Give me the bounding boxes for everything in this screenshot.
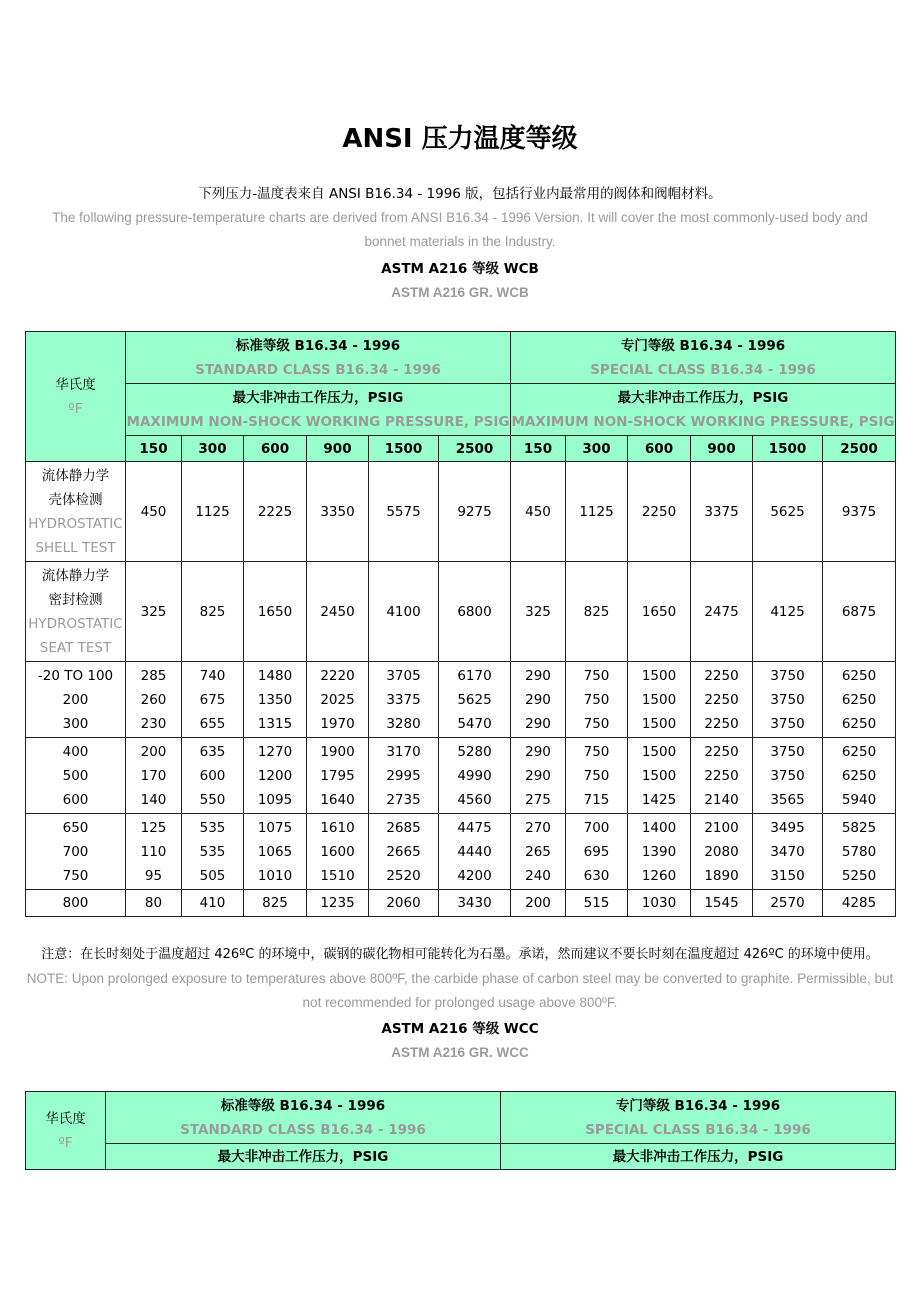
note-cn: 注意：在长时刻处于温度超过 426ºC 的环境中，碳钢的碳化物相可能转化为石墨。承诺，然而建议不要长时刻在温度超过 426ºC 的环境中使用。 (41, 947, 879, 962)
temperature-value: 200 (62, 691, 89, 708)
class-header: 2500 (823, 436, 896, 462)
pressure-value: 750 (583, 691, 610, 708)
standard-class-header (106, 1092, 501, 1144)
table-cell (566, 814, 628, 890)
table-cell (182, 890, 244, 917)
pressure-value: 170 (140, 767, 167, 784)
pressure-value: 2250 (704, 715, 739, 732)
table-cell: 3375 (691, 462, 753, 562)
pressure-value: 750 (583, 767, 610, 784)
pressure-value: 1400 (641, 819, 677, 836)
row-label-cn: 流体静力学 (41, 467, 110, 484)
pressure-value: 1900 (320, 743, 355, 760)
special-class-header (501, 1092, 896, 1144)
temp-header (26, 1092, 106, 1170)
pressure-value: 1890 (704, 867, 739, 884)
pressure-value: 1640 (320, 791, 355, 808)
table-cell (628, 738, 691, 814)
pressure-value: 1235 (320, 895, 355, 911)
table-cell (439, 814, 511, 890)
temperature-cell (26, 890, 126, 917)
pressure-value: 410 (199, 895, 226, 911)
table-cell: 825 (566, 562, 628, 662)
pressure-value: 3430 (457, 895, 492, 911)
pressure-value: 2025 (320, 691, 355, 708)
pressure-value: 5825 (841, 819, 877, 836)
pressure-value: 3150 (770, 867, 805, 884)
row-label-en: HYDROSTATIC (28, 515, 123, 532)
table-cell: 2225 (244, 462, 307, 562)
max-pressure-cn: 最大非冲击工作压力，PSIG (232, 389, 404, 406)
table-cell (753, 814, 823, 890)
table-cell: 450 (126, 462, 182, 562)
max-pressure-header-standard: 最大非冲击工作压力，PSIG (106, 1144, 501, 1170)
section2-title-cn: ASTM A216 等级 WCC (381, 1021, 539, 1037)
pressure-value: 2995 (386, 767, 421, 784)
pressure-value: 1795 (320, 767, 355, 784)
pressure-value: 5780 (841, 843, 877, 860)
pressure-value: 1480 (257, 667, 293, 684)
row-label-en: SEAT TEST (39, 639, 112, 656)
pressure-value: 110 (140, 843, 167, 860)
hydro-seat-label (26, 562, 126, 662)
pressure-value: 290 (525, 715, 551, 732)
table-cell (753, 662, 823, 738)
pressure-value: 1010 (257, 867, 293, 884)
pressure-value: 270 (525, 819, 551, 836)
temp-label: 华氏度 (55, 376, 96, 393)
pressure-value: 2685 (386, 819, 421, 836)
table-cell (753, 738, 823, 814)
temperature-value: 300 (62, 715, 89, 732)
table-cell (126, 662, 182, 738)
table-cell (126, 738, 182, 814)
pressure-value: 2570 (770, 895, 805, 911)
pressure-value: 4560 (457, 791, 492, 808)
standard-class-en: STANDARD CLASS B16.34 - 1996 (180, 1121, 426, 1138)
pressure-value: 1425 (641, 791, 677, 808)
section1-title-cn: ASTM A216 等级 WCB (381, 261, 539, 277)
class-header: 1500 (369, 436, 439, 462)
table-cell: 5575 (369, 462, 439, 562)
table-cell (126, 814, 182, 890)
table-cell (244, 738, 307, 814)
pressure-value: 275 (525, 791, 551, 808)
pressure-value: 240 (525, 867, 551, 884)
pressure-value: 3170 (386, 743, 421, 760)
pressure-value: 6250 (841, 743, 877, 760)
table-cell (823, 662, 896, 738)
pressure-value: 1500 (641, 767, 677, 784)
pressure-value: 290 (525, 767, 551, 784)
table-cell: 1650 (244, 562, 307, 662)
temperature-cell (26, 662, 126, 738)
special-class-cn: 专门等级 B16.34 - 1996 (615, 1097, 781, 1114)
pressure-value: 4990 (457, 767, 492, 784)
table-cell (307, 890, 369, 917)
max-pressure-en: MAXIMUM NON-SHOCK WORKING PRESSURE, PSIG (126, 413, 510, 430)
standard-class-header (126, 332, 511, 384)
pressure-value: 825 (262, 895, 288, 911)
pressure-value: 695 (583, 843, 610, 860)
pressure-table-wcc (25, 1091, 896, 1170)
table-cell: 6875 (823, 562, 896, 662)
intro-cn: 下列压力-温度表来自 ANSI B16.34 - 1996 版，包括行业内最常用的阀体和阀帽材料。 (198, 186, 722, 202)
pressure-value: 1510 (320, 867, 355, 884)
section1-title-en: ASTM A216 GR. WCB (391, 285, 529, 300)
pressure-value: 750 (583, 715, 610, 732)
pressure-value: 1315 (257, 715, 293, 732)
class-header: 900 (307, 436, 369, 462)
pressure-value: 2520 (386, 867, 421, 884)
pressure-value: 715 (583, 791, 610, 808)
pressure-value: 95 (144, 867, 163, 884)
table-cell: 4125 (753, 562, 823, 662)
table-cell: 1125 (566, 462, 628, 562)
table-cell (566, 662, 628, 738)
pressure-value: 700 (583, 819, 610, 836)
table-cell: 325 (126, 562, 182, 662)
pressure-value: 230 (140, 715, 167, 732)
pressure-value: 4440 (457, 843, 492, 860)
table-cell: 450 (511, 462, 566, 562)
pressure-value: 5470 (457, 715, 492, 732)
pressure-value: 290 (525, 743, 551, 760)
pressure-value: 2140 (704, 791, 739, 808)
table-cell (511, 738, 566, 814)
pressure-value: 80 (144, 895, 163, 911)
table-cell: 9375 (823, 462, 896, 562)
pressure-value: 1970 (320, 715, 355, 732)
class-header: 600 (244, 436, 307, 462)
special-class-en: SPECIAL CLASS B16.34 - 1996 (585, 1121, 811, 1138)
table-cell (126, 890, 182, 917)
table-cell (307, 662, 369, 738)
table-cell (823, 738, 896, 814)
table-cell (439, 738, 511, 814)
pressure-value: 285 (140, 667, 167, 684)
table-cell: 5625 (753, 462, 823, 562)
table-cell (628, 814, 691, 890)
pressure-value: 1390 (641, 843, 677, 860)
temperature-value: 800 (62, 895, 89, 911)
table-cell (439, 662, 511, 738)
table-cell (182, 814, 244, 890)
pressure-value: 2100 (704, 819, 739, 836)
pressure-value: 125 (140, 819, 167, 836)
class-row (26, 436, 896, 462)
row-label-cn: 流体静力学 (41, 567, 110, 584)
pressure-value: 5940 (841, 791, 877, 808)
pressure-value: 140 (140, 791, 167, 808)
table-cell (511, 814, 566, 890)
class-header: 600 (628, 436, 691, 462)
pressure-value: 675 (199, 691, 226, 708)
pressure-value: 3565 (770, 791, 805, 808)
pressure-value: 3750 (770, 715, 805, 732)
special-class-en: SPECIAL CLASS B16.34 - 1996 (590, 361, 816, 378)
pressure-value: 1350 (257, 691, 293, 708)
pressure-value: 2220 (320, 667, 355, 684)
pressure-value: 1600 (320, 843, 355, 860)
standard-class-cn: 标准等级 B16.34 - 1996 (220, 1097, 386, 1114)
class-header: 900 (691, 436, 753, 462)
pressure-value: 2250 (704, 743, 739, 760)
table-cell (369, 814, 439, 890)
pressure-value: 1065 (257, 843, 293, 860)
pressure-value: 4200 (457, 867, 492, 884)
pressure-value: 6250 (841, 767, 877, 784)
table-cell (823, 890, 896, 917)
table-cell (628, 662, 691, 738)
pressure-value: 200 (140, 743, 167, 760)
pressure-value: 1500 (641, 743, 677, 760)
table-row (26, 662, 896, 738)
temperature-value: 400 (62, 743, 89, 760)
row-label-cn: 壳体检测 (48, 491, 103, 508)
special-class-header (511, 332, 896, 384)
pressure-value: 290 (525, 667, 551, 684)
temp-unit: ºF (68, 400, 83, 417)
pressure-value: 1260 (641, 867, 677, 884)
pressure-value: 630 (583, 867, 610, 884)
temperature-value: 500 (62, 767, 89, 784)
pressure-value: 2060 (386, 895, 421, 911)
pressure-value: 515 (583, 895, 610, 911)
pressure-value: 1500 (641, 691, 677, 708)
pressure-value: 550 (199, 791, 226, 808)
table-cell (244, 814, 307, 890)
table-cell: 2475 (691, 562, 753, 662)
pressure-value: 3750 (770, 767, 805, 784)
table-cell (244, 662, 307, 738)
table-cell (691, 814, 753, 890)
pressure-value: 290 (525, 691, 551, 708)
table-row (26, 890, 896, 917)
pressure-value: 1610 (320, 819, 355, 836)
pressure-value: 5625 (457, 691, 492, 708)
max-pressure-cn: 最大非冲击工作压力，PSIG (617, 389, 789, 406)
pressure-value: 505 (199, 867, 226, 884)
pressure-value: 2250 (704, 691, 739, 708)
section2-title-en: ASTM A216 GR. WCC (391, 1045, 529, 1060)
pressure-value: 1270 (257, 743, 293, 760)
table-cell (691, 890, 753, 917)
table-cell: 2250 (628, 462, 691, 562)
table-cell (307, 814, 369, 890)
standard-class-en: STANDARD CLASS B16.34 - 1996 (195, 361, 441, 378)
pressure-value: 750 (583, 667, 610, 684)
pressure-value: 655 (199, 715, 226, 732)
table-cell: 1650 (628, 562, 691, 662)
pressure-value: 4285 (841, 895, 877, 911)
pressure-value: 3280 (386, 715, 421, 732)
pressure-value: 6250 (841, 691, 877, 708)
table-cell (691, 738, 753, 814)
pressure-value: 2080 (704, 843, 739, 860)
table-cell: 9275 (439, 462, 511, 562)
table-cell (691, 662, 753, 738)
temperature-value: 750 (62, 867, 89, 884)
pressure-value: 1545 (704, 895, 739, 911)
table-row (26, 738, 896, 814)
pressure-value: 2250 (704, 767, 739, 784)
class-header: 2500 (439, 436, 511, 462)
table-cell (753, 890, 823, 917)
pressure-value: 2735 (386, 791, 421, 808)
pressure-value: 3750 (770, 743, 805, 760)
max-pressure-header-standard (126, 384, 511, 436)
class-header: 1500 (753, 436, 823, 462)
table-row (26, 462, 896, 562)
pressure-value: 535 (199, 819, 226, 836)
table-cell (566, 890, 628, 917)
table-cell (566, 738, 628, 814)
class-header: 150 (511, 436, 566, 462)
pressure-value: 2250 (704, 667, 739, 684)
class-header: 300 (566, 436, 628, 462)
pressure-value: 600 (199, 767, 226, 784)
temp-header (26, 332, 126, 462)
table-cell (244, 890, 307, 917)
pressure-value: 265 (525, 843, 551, 860)
table-cell (182, 738, 244, 814)
table-cell (511, 662, 566, 738)
table-cell (511, 890, 566, 917)
temperature-value: 700 (62, 843, 89, 860)
pressure-value: 3495 (770, 819, 805, 836)
row-label-en: HYDROSTATIC (28, 615, 123, 632)
special-class-cn: 专门等级 B16.34 - 1996 (620, 337, 786, 354)
page-title: ANSI 压力温度等级 (342, 124, 578, 154)
table-cell (182, 662, 244, 738)
pressure-value: 535 (199, 843, 226, 860)
table-cell: 2450 (307, 562, 369, 662)
standard-class-cn: 标准等级 B16.34 - 1996 (235, 337, 401, 354)
pressure-value: 1500 (641, 667, 677, 684)
max-pressure-header-special: 最大非冲击工作压力，PSIG (501, 1144, 896, 1170)
table-cell: 6800 (439, 562, 511, 662)
pressure-value: 4475 (457, 819, 492, 836)
pressure-value: 750 (583, 743, 610, 760)
table-cell (439, 890, 511, 917)
pressure-value: 3750 (770, 667, 805, 684)
table-cell (369, 890, 439, 917)
pressure-value: 260 (140, 691, 167, 708)
pressure-value: 200 (525, 895, 551, 911)
table-cell (307, 738, 369, 814)
pressure-value: 2665 (386, 843, 421, 860)
class-header: 300 (182, 436, 244, 462)
table-cell: 825 (182, 562, 244, 662)
table-cell: 325 (511, 562, 566, 662)
table-cell (628, 890, 691, 917)
pressure-value: 1500 (641, 715, 677, 732)
table-cell (369, 738, 439, 814)
table-cell (823, 814, 896, 890)
note-en: NOTE: Upon prolonged exposure to temperatures above 800ºF, the carbide phase of carbon steel may be converted to graphite. Permissible, but not recommended for prolonged usage above 800ºF. (26, 971, 894, 1010)
pressure-value: 3470 (770, 843, 805, 860)
pressure-value: 740 (199, 667, 226, 684)
temp-label: 华氏度 (45, 1110, 86, 1127)
temp-unit: ºF (58, 1134, 73, 1151)
pressure-value: 6170 (457, 667, 492, 684)
temperature-value: 600 (62, 791, 89, 808)
pressure-value: 3705 (386, 667, 421, 684)
class-header: 150 (126, 436, 182, 462)
max-pressure-en: MAXIMUM NON-SHOCK WORKING PRESSURE, PSIG (511, 413, 895, 430)
pressure-value: 5250 (841, 867, 877, 884)
pressure-table-wcb (25, 331, 896, 917)
pressure-value: 5280 (457, 743, 492, 760)
temperature-value: -20 TO 100 (37, 667, 114, 684)
pressure-value: 1030 (641, 895, 677, 911)
temperature-value: 650 (62, 819, 89, 836)
max-pressure-header-special (511, 384, 896, 436)
pressure-value: 6250 (841, 667, 877, 684)
intro-en: The following pressure-temperature charts are derived from ANSI B16.34 - 1996 Version. It will cover the most commonly-used body and bonnet materials in the Industry. (52, 210, 868, 249)
pressure-value: 1075 (257, 819, 293, 836)
pressure-value: 635 (199, 743, 226, 760)
temperature-cell (26, 814, 126, 890)
pressure-value: 3750 (770, 691, 805, 708)
table-row (26, 814, 896, 890)
table-cell: 1125 (182, 462, 244, 562)
pressure-value: 3375 (386, 691, 421, 708)
table-cell: 4100 (369, 562, 439, 662)
temperature-cell (26, 738, 126, 814)
table-row (26, 562, 896, 662)
table-cell: 3350 (307, 462, 369, 562)
row-label-en: SHELL TEST (35, 539, 116, 556)
table-cell (369, 662, 439, 738)
pressure-value: 1200 (257, 767, 293, 784)
pressure-value: 1095 (257, 791, 293, 808)
hydro-shell-label (26, 462, 126, 562)
pressure-value: 6250 (841, 715, 877, 732)
row-label-cn: 密封检测 (48, 591, 103, 608)
